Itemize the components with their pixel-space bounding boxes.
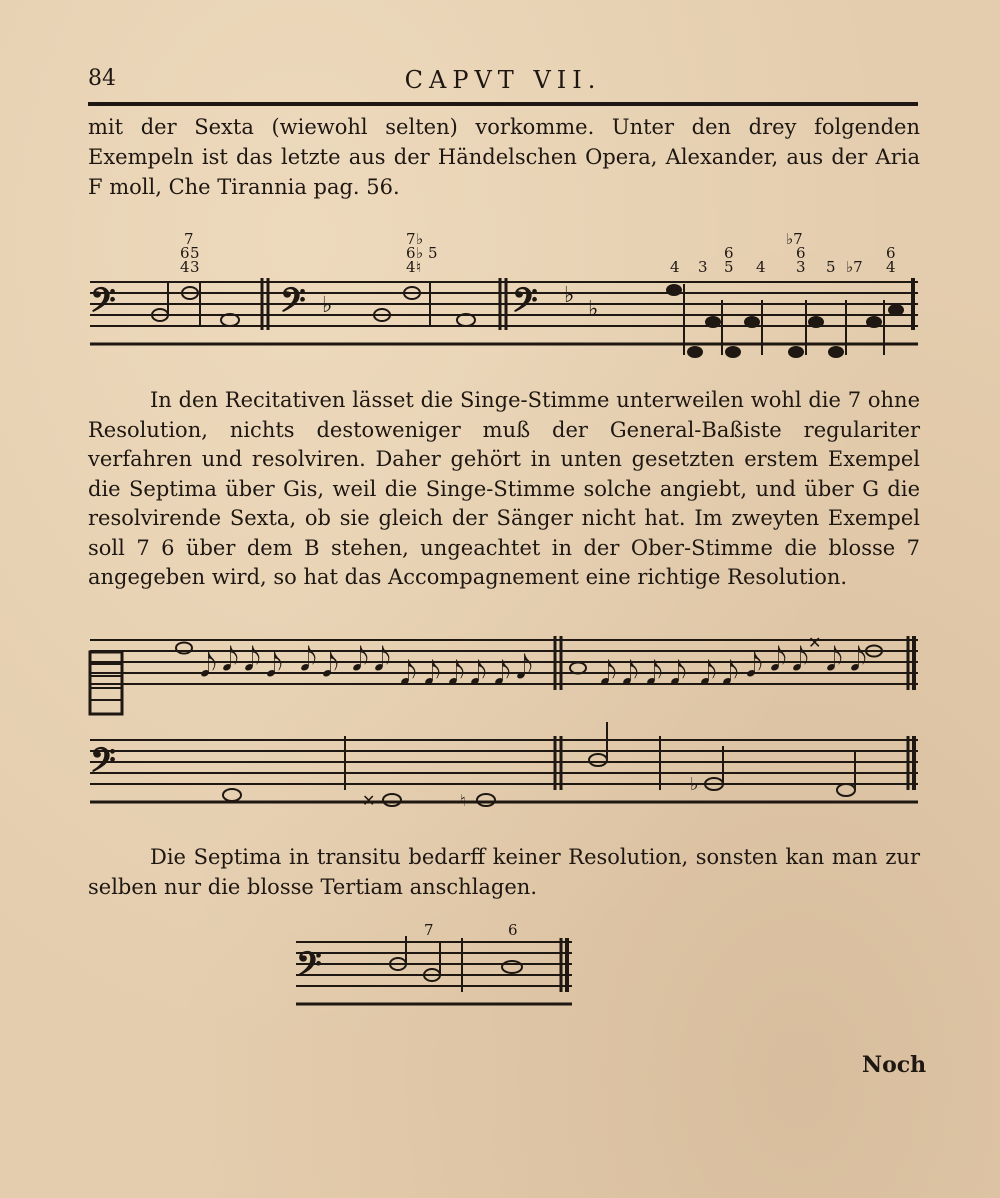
paragraph-3-text: Die Septima in transitu bedarff keiner Resolution, sonsten kan man zur selben nur die blosse Tertiam anschlagen. <box>88 845 920 899</box>
figure-ex3-5b: 5 <box>826 258 836 276</box>
running-head: CAPVT VII. <box>404 66 602 94</box>
svg-text:𝅘𝅥𝅮: 𝅘𝅥𝅮 <box>470 654 487 692</box>
svg-text:♭: ♭ <box>588 297 599 322</box>
svg-text:𝅘𝅥𝅮: 𝅘𝅥𝅮 <box>300 640 317 678</box>
svg-text:𝄢: 𝄢 <box>296 945 322 992</box>
figure-ex1-3: 3 <box>190 258 200 276</box>
figure-ex3-4c: 4 <box>886 258 896 276</box>
svg-text:𝅘𝅥𝅮: 𝅘𝅥𝅮 <box>622 654 639 692</box>
figure-ex3-4b: 4 <box>756 258 766 276</box>
figure-ex2-4: 4 <box>406 258 416 276</box>
svg-text:𝄢: 𝄢 <box>90 741 116 788</box>
svg-text:𝅘𝅥𝅮: 𝅘𝅥𝅮 <box>222 640 239 678</box>
svg-text:𝄢: 𝄢 <box>512 281 538 328</box>
figure-ex3-6a: 6 <box>724 244 734 262</box>
figure-ex3-4a: 4 <box>670 258 680 276</box>
svg-text:𝄢: 𝄢 <box>90 281 116 328</box>
paragraph-1-text: mit der Sexta (wiewohl selten) vorkomme. Unter den drey folgenden Exempeln ist das letzte aus der Händelschen Opera, Alexander, aus der Aria F moll, Che Tirannia pag. 56. <box>88 115 920 199</box>
svg-text:𝅘𝅥𝅮: 𝅘𝅥𝅮 <box>448 654 465 692</box>
figure-ex2-natural: ♮ <box>416 258 422 276</box>
svg-text:𝅘𝅥𝅮: 𝅘𝅥𝅮 <box>244 640 261 678</box>
svg-text:✕: ✕ <box>808 633 822 652</box>
svg-text:𝅘𝅥𝅮: 𝅘𝅥𝅮 <box>600 654 617 692</box>
svg-text:𝅘𝅥𝅮: 𝅘𝅥𝅮 <box>646 654 663 692</box>
svg-text:𝅘𝅥𝅮: 𝅘𝅥𝅮 <box>722 654 739 692</box>
figure-ex3-flat7b: ♭7 <box>846 258 863 276</box>
svg-text:𝅘𝅥𝅮: 𝅘𝅥𝅮 <box>826 640 843 678</box>
catchword: Noch <box>862 1052 927 1078</box>
svg-text:𝅘𝅥𝅮: 𝅘𝅥𝅮 <box>494 654 511 692</box>
figure-ex4-7: 7 <box>424 921 434 939</box>
figure-ex1-6: 6 <box>180 244 190 262</box>
figure-ex3-3a: 3 <box>698 258 708 276</box>
figure-ex1-7: 7 <box>184 230 194 248</box>
page-number: 84 <box>88 66 116 91</box>
svg-text:𝅘𝅥𝅮: 𝅘𝅥𝅮 <box>770 640 787 678</box>
svg-text:𝅘𝅥𝅮: 𝅘𝅥𝅮 <box>746 646 763 684</box>
svg-text:♭: ♭ <box>322 293 333 318</box>
figure-ex3-3b: 3 <box>796 258 806 276</box>
svg-text:✕: ✕ <box>362 791 376 810</box>
figure-ex2-6: 6 <box>406 244 416 262</box>
svg-text:𝅘𝅥𝅮: 𝅘𝅥𝅮 <box>352 640 369 678</box>
svg-text:𝅘𝅥𝅮: 𝅘𝅥𝅮 <box>850 640 867 678</box>
svg-text:♭: ♭ <box>564 283 575 308</box>
svg-text:♮: ♮ <box>460 791 466 810</box>
figure-ex1-4: 4 <box>180 258 190 276</box>
svg-text:♭: ♭ <box>690 774 699 795</box>
figure-ex2-flat-b: ♭ <box>416 244 424 262</box>
svg-text:𝅘𝅥𝅮: 𝅘𝅥𝅮 <box>516 648 533 686</box>
svg-text:𝅘𝅥𝅮: 𝅘𝅥𝅮 <box>792 640 809 678</box>
svg-text:𝅘𝅥𝅮: 𝅘𝅥𝅮 <box>322 646 339 684</box>
svg-text:𝅘𝅥𝅮: 𝅘𝅥𝅮 <box>400 654 417 692</box>
svg-text:𝅘𝅥𝅮: 𝅘𝅥𝅮 <box>266 646 283 684</box>
figure-ex3-flat7a: ♭7 <box>786 230 803 248</box>
svg-text:𝅘𝅥𝅮: 𝅘𝅥𝅮 <box>374 640 391 678</box>
svg-text:𝅘𝅥𝅮: 𝅘𝅥𝅮 <box>670 654 687 692</box>
svg-text:𝅘𝅥𝅮: 𝅘𝅥𝅮 <box>200 646 217 684</box>
figure-ex1-5: 5 <box>190 244 200 262</box>
figure-ex2-7: 7 <box>406 230 416 248</box>
figure-ex3-6b: 6 <box>796 244 806 262</box>
figure-ex4-6: 6 <box>508 921 518 939</box>
figure-ex3-6c: 6 <box>886 244 896 262</box>
paragraph-2-text: In den Recitativen lässet die Singe-Stimme unterweilen wohl die 7 ohne Resolution, nichts destoweniger muß der General-Baßiste regulariter verfahren und resolviren. Daher gehört in unten gesetzten erstem Exempel die Septima über Gis, weil die Singe-Stimme solche angiebt, und über G die resolvirende Sexta, ob sie gleich der Sänger nicht hat. Im zweyten Exempel soll 7 6 über dem B stehen, ungeachtet in der Ober-Stimme die blosse 7 angegeben wird, so hat das Accompagnement eine richtige Resolution. <box>88 388 920 589</box>
svg-text:𝅘𝅥𝅮: 𝅘𝅥𝅮 <box>424 654 441 692</box>
figure-ex2-5: 5 <box>428 244 438 262</box>
svg-text:𝅘𝅥𝅮: 𝅘𝅥𝅮 <box>700 654 717 692</box>
figure-ex3-5a: 5 <box>724 258 734 276</box>
svg-text:𝄢: 𝄢 <box>280 281 306 328</box>
figure-ex2-flat-a: ♭ <box>416 230 424 248</box>
